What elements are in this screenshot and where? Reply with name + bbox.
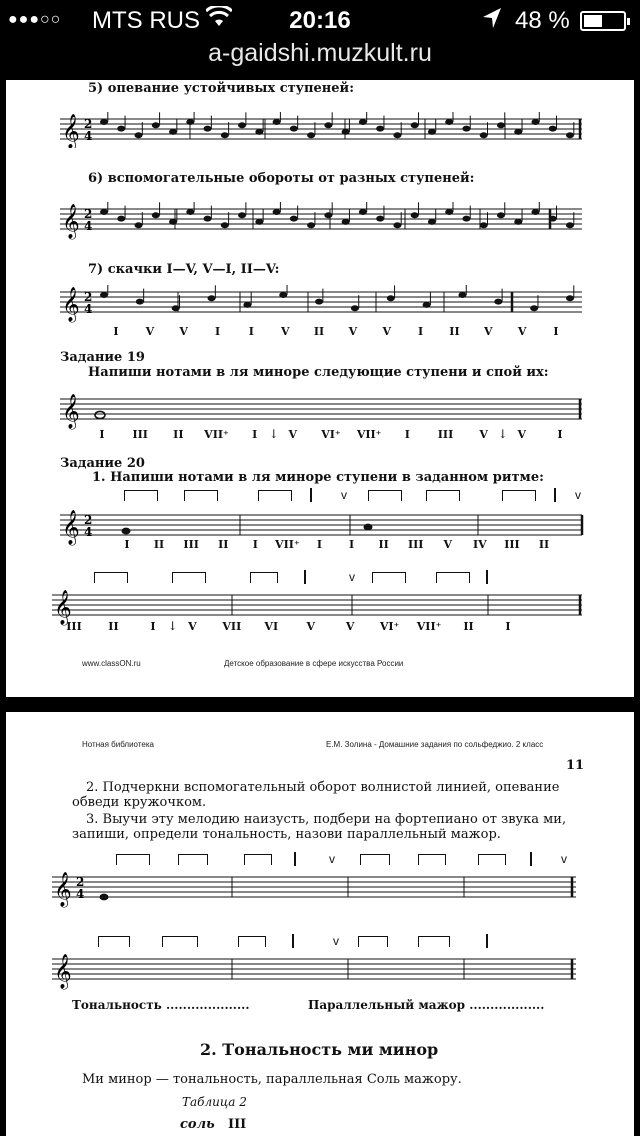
browser-address-bar[interactable]: [0, 40, 640, 80]
rhythm-quarter: [310, 488, 312, 502]
note-head: [307, 222, 315, 228]
status-bar: [0, 0, 640, 40]
rhythm-quarter: [486, 570, 488, 584]
degree-label: I: [404, 428, 410, 441]
rhythm-beam: [172, 572, 206, 583]
table-caption: Таблица 2: [182, 1095, 247, 1109]
degree-label: VII: [222, 620, 242, 633]
breath-mark: v: [329, 852, 335, 866]
note-head: [307, 132, 315, 138]
degree-label: I: [99, 428, 105, 441]
note-head: [290, 216, 298, 222]
degree-label: I: [214, 325, 221, 338]
note-head: [393, 222, 401, 228]
degree-label: I: [248, 325, 254, 338]
breath-mark: v: [333, 934, 339, 948]
music-staff-ex6: [60, 202, 584, 250]
task-19-heading: Задание 19: [60, 350, 145, 365]
battery-level-fill: [584, 15, 602, 27]
note-head: [208, 295, 216, 301]
rhythm-beam: [184, 490, 218, 501]
document-page-1: [6, 80, 634, 697]
note-head: [221, 222, 229, 228]
music-staff-ex5: [60, 112, 584, 148]
signal-strength-icon: ●●●○○: [8, 11, 62, 28]
note-head: [204, 126, 212, 132]
degree-label: V: [517, 325, 527, 338]
footer-site: www.classON.ru: [82, 659, 141, 668]
clock: 20:16: [289, 7, 351, 34]
music-staff-task20-row2: [52, 588, 584, 628]
svg-text:2: 2: [76, 875, 85, 889]
degree-label: V: [443, 538, 453, 551]
degree-label: VII⁺: [356, 428, 382, 441]
rhythm-beam: [368, 490, 402, 501]
degree-label: V: [288, 428, 298, 441]
degree-label: III: [66, 620, 82, 633]
task-20-instruction: 1. Напиши нотами в ля миноре ступени в заданном ритме:: [92, 470, 544, 485]
note-head: [136, 299, 144, 305]
task-20-heading: Задание 20: [60, 456, 145, 471]
instruction-3-line2: запиши, определи тональность, назови параллельный мажор.: [72, 827, 501, 842]
degree-label: III: [407, 538, 424, 551]
note-head: [169, 129, 177, 135]
svg-text:4: 4: [84, 129, 93, 143]
degree-label: I: [252, 538, 258, 551]
note-head: [315, 299, 323, 305]
music-staff-melody-row1: [52, 870, 578, 910]
degree-label: V: [382, 325, 392, 338]
breath-mark: v: [575, 488, 581, 502]
note-head: [186, 119, 194, 125]
note-head: [117, 126, 125, 132]
note-head: [117, 216, 125, 222]
music-staff-task19: [60, 392, 584, 432]
svg-text:2: 2: [84, 513, 93, 527]
degree-label: VII⁺: [275, 538, 300, 551]
note-head: [152, 212, 160, 218]
parallel-major-answer-field: Параллельный мажор ..................: [308, 998, 545, 1012]
table-row-value: III: [228, 1117, 247, 1132]
svg-text:𝄞: 𝄞: [54, 872, 72, 907]
degree-label: V: [280, 325, 290, 338]
key-answer-field: Тональность ....................: [72, 998, 250, 1012]
note-head: [458, 292, 466, 298]
note-head: [514, 129, 522, 135]
degree-label: V: [306, 620, 315, 633]
note-head: [324, 212, 332, 218]
task-19-instruction: Напиши нотами в ля миноре следующие ступени и спой их:: [88, 365, 549, 380]
note-head: [279, 292, 287, 298]
degree-label: I: [252, 428, 258, 441]
rhythm-quarter: [486, 934, 488, 948]
breath-mark: v: [349, 570, 355, 584]
degree-label: I: [418, 325, 424, 338]
page-header-title: Е.М. Золина - Домашние задания по сольфеджио. 2 класс: [326, 740, 544, 749]
svg-text:2: 2: [84, 207, 93, 221]
note-head: [549, 216, 557, 222]
note-head: [566, 295, 574, 301]
degree-label: I: [557, 428, 563, 441]
note-head: [445, 119, 453, 125]
degree-label: I: [553, 325, 559, 338]
svg-text:𝄞: 𝄞: [54, 954, 72, 989]
instruction-2-line1: 2. Подчеркни вспомогательный оборот волнистой линией, опевание: [86, 780, 560, 795]
rhythm-quarter: [554, 488, 556, 502]
rhythm-beam: [124, 490, 158, 501]
note-head: [359, 119, 367, 125]
note-head: [255, 219, 263, 225]
note-head: [514, 219, 522, 225]
note-head: [324, 122, 332, 128]
degree-label: V: [345, 620, 355, 633]
degree-label: II: [313, 325, 325, 338]
rhythm-beam: [478, 854, 506, 865]
instruction-2-line2: обведи кружочком.: [72, 795, 207, 810]
note-head: [342, 219, 350, 225]
note-head: [342, 129, 350, 135]
degree-label: I: [316, 538, 323, 551]
rhythm-beam: [418, 854, 446, 865]
note-head: [480, 222, 488, 228]
degree-label: I: [124, 538, 130, 551]
note-head: [359, 209, 367, 215]
note-head: [428, 219, 436, 225]
degree-label: VII⁺: [204, 428, 229, 441]
footer-caption: Детское образование в сфере искусства России: [224, 659, 404, 668]
note-head: [172, 305, 180, 311]
note-head: [428, 129, 436, 135]
degree-label: V: [188, 620, 197, 633]
section-definition: Ми минор — тональность, параллельная Соль мажору.: [82, 1072, 462, 1087]
svg-text:𝄞: 𝄞: [62, 510, 80, 545]
degree-label: V: [348, 325, 358, 338]
note-head: [462, 126, 470, 132]
note-head: [566, 132, 574, 138]
music-staff-ex7: [60, 285, 584, 325]
note-head: [480, 132, 488, 138]
note-head: [243, 302, 251, 308]
degree-label: V: [517, 428, 527, 441]
note-head: [494, 299, 502, 305]
music-staff-melody-row2: [52, 952, 578, 992]
note-head: [135, 222, 143, 228]
breath-mark: v: [561, 852, 567, 866]
instruction-3-line1: 3. Выучи эту мелодию наизусть, подбери на фортепиано от звука ми,: [86, 812, 567, 827]
rhythm-beam: [418, 936, 450, 947]
rhythm-beam: [116, 854, 150, 865]
note-head: [255, 129, 263, 135]
rhythm-quarter: [294, 852, 296, 866]
note-head: [221, 132, 229, 138]
degree-label: I: [113, 325, 119, 338]
degree-label: VI: [264, 620, 279, 633]
location-arrow-icon: [481, 6, 503, 37]
degree-label: III: [183, 538, 199, 551]
degree-label: I: [505, 620, 511, 633]
note-head: [423, 302, 431, 308]
note-head: [376, 216, 384, 222]
svg-text:𝄞: 𝄞: [54, 590, 72, 625]
rhythm-beam: [250, 572, 278, 583]
degree-label: III: [132, 428, 148, 441]
svg-text:𝄞: 𝄞: [62, 114, 80, 148]
degree-label: II: [173, 428, 184, 441]
carrier-name: MTS RUS: [92, 7, 200, 34]
degree-label: VII⁺: [416, 620, 442, 633]
degree-label: V: [145, 325, 155, 338]
note-head: [411, 122, 419, 128]
page-header-library: Нотная библиотека: [82, 740, 154, 749]
note-head: [411, 212, 419, 218]
rhythm-beam: [372, 572, 406, 583]
degree-label: II: [538, 538, 550, 551]
note-head: [152, 122, 160, 128]
note-head: [497, 122, 505, 128]
rhythm-beam: [358, 936, 388, 947]
page-number: 11: [566, 758, 585, 773]
degree-label: V: [479, 428, 488, 441]
rhythm-beam: [360, 854, 390, 865]
degree-label: VI⁺: [379, 620, 400, 633]
degree-label: III: [437, 428, 454, 441]
svg-text:𝄞: 𝄞: [62, 394, 80, 429]
down-arrow-icon: ↓: [167, 619, 178, 633]
degree-label: I: [150, 620, 156, 633]
exercise-5-title: 5) опевание устойчивых ступеней:: [88, 81, 354, 96]
note-head: [531, 209, 539, 215]
note-head: [100, 119, 108, 125]
svg-text:𝄞: 𝄞: [62, 287, 80, 322]
rhythm-beam: [162, 936, 198, 947]
rhythm-quarter: [304, 570, 306, 584]
rhythm-beam: [178, 854, 208, 865]
degree-label: IV: [473, 538, 487, 551]
note-head: [238, 212, 246, 218]
note-head: [204, 216, 212, 222]
note-head: [290, 126, 298, 132]
exercise-7-title: 7) скачки I—V, V—I, II—V:: [88, 262, 280, 277]
note-head: [531, 119, 539, 125]
rhythm-beam: [98, 936, 130, 947]
note-head: [100, 292, 108, 298]
svg-text:2: 2: [84, 290, 93, 304]
rhythm-beam: [426, 490, 460, 501]
note-head: [186, 209, 194, 215]
note-head: [169, 219, 177, 225]
breath-mark: v: [341, 488, 347, 502]
rhythm-quarter: [292, 934, 294, 948]
svg-text:4: 4: [84, 525, 93, 539]
rhythm-beam: [502, 490, 536, 501]
rhythm-beam: [238, 936, 266, 947]
degree-label: II: [449, 325, 460, 338]
degree-label: II: [218, 538, 229, 551]
note-head: [566, 222, 574, 228]
battery-icon: [580, 11, 626, 31]
document-page-2: [6, 712, 634, 1136]
degree-label: V: [179, 325, 188, 338]
note-head: [393, 132, 401, 138]
rhythm-beam: [258, 490, 292, 501]
url-text: a-gaidshi.muzkult.ru: [208, 39, 432, 67]
rhythm-beam: [94, 572, 128, 583]
note-head: [445, 209, 453, 215]
degree-label: I: [348, 538, 355, 551]
degree-label: V: [484, 325, 493, 338]
section-title: 2. Тональность ми минор: [200, 1040, 439, 1059]
note-head: [351, 305, 359, 311]
note-head: [100, 209, 108, 215]
battery-percent: 48 %: [515, 7, 570, 34]
down-arrow-icon: ↓: [268, 427, 279, 441]
note-head: [549, 126, 557, 132]
table-row-label: соль: [180, 1117, 215, 1132]
degree-label: III: [504, 538, 520, 551]
svg-text:2: 2: [84, 117, 93, 131]
degree-label: II: [463, 620, 474, 633]
note-head: [135, 132, 143, 138]
svg-text:𝄞: 𝄞: [62, 204, 80, 239]
note-head: [238, 122, 246, 128]
note-head: [273, 209, 281, 215]
note-head: [530, 305, 538, 311]
degree-label: II: [378, 538, 389, 551]
note-head: [497, 212, 505, 218]
degree-label: II: [108, 620, 119, 633]
note-head: [462, 216, 470, 222]
down-arrow-icon: ↓: [497, 427, 508, 441]
svg-text:4: 4: [84, 302, 93, 316]
exercise-6-title: 6) вспомогательные обороты от разных ступеней:: [88, 171, 475, 186]
rhythm-beam: [436, 572, 470, 583]
note-head: [376, 126, 384, 132]
rhythm-beam: [244, 854, 272, 865]
note-head: [387, 295, 395, 301]
svg-text:4: 4: [76, 887, 85, 901]
rhythm-quarter: [530, 852, 532, 866]
degree-label: VI⁺: [321, 428, 341, 441]
svg-text:4: 4: [84, 219, 93, 233]
note-head: [273, 119, 281, 125]
degree-label: II: [153, 538, 165, 551]
